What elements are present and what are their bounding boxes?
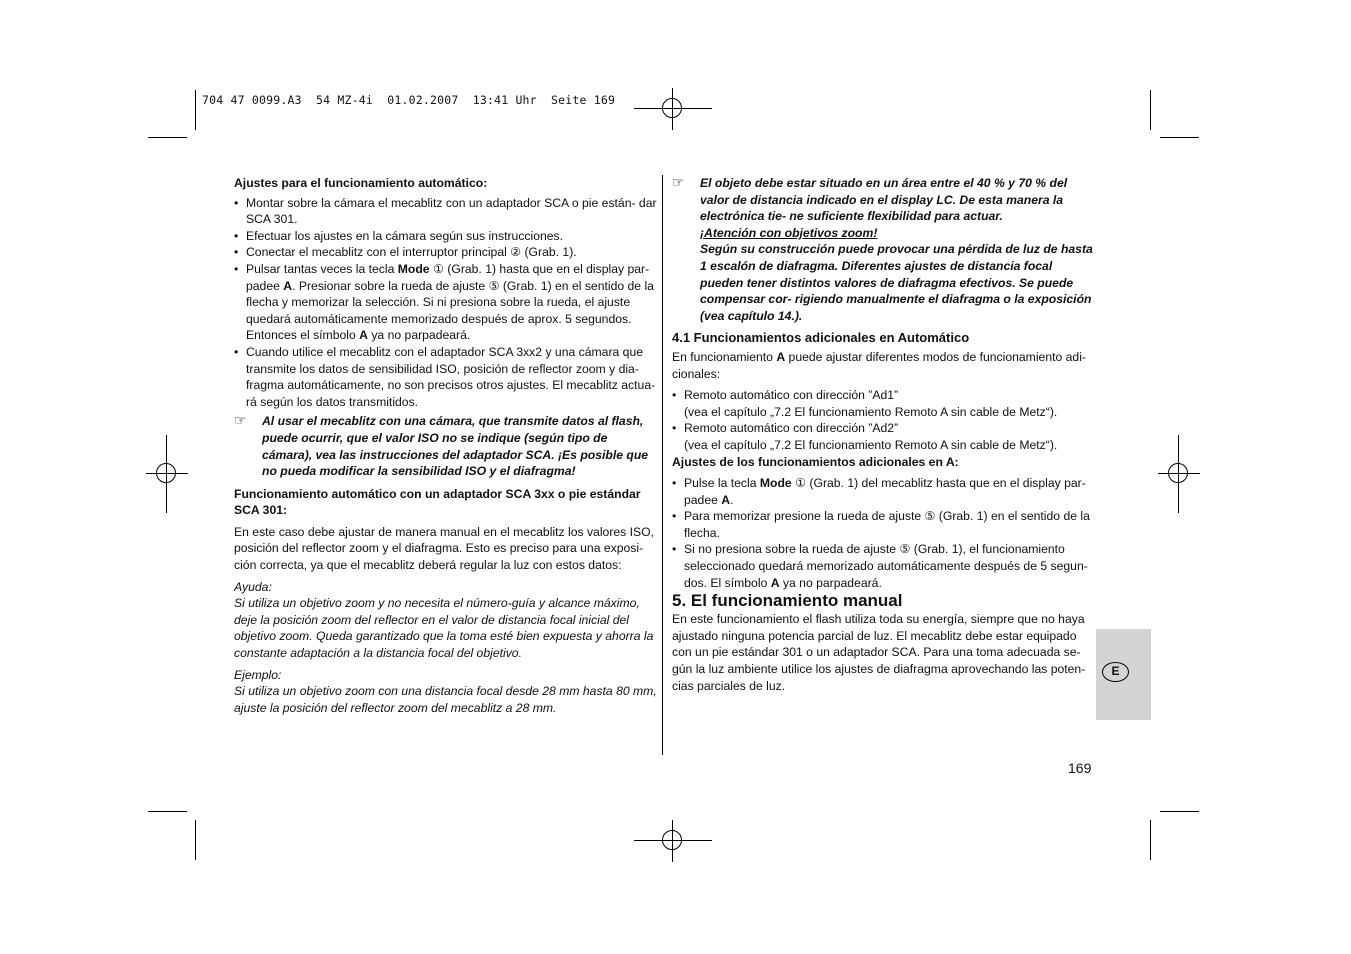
text-run: Pulse la tecla — [684, 476, 760, 491]
registration-circle — [662, 830, 682, 850]
text-run: Mode — [397, 261, 430, 276]
chapter-heading: 5. El funcionamiento manual — [672, 591, 903, 611]
text-run: En funcionamiento — [672, 349, 777, 364]
crop-mark — [195, 90, 196, 130]
pointing-hand-icon: ☞ — [234, 412, 247, 429]
text-run: ① (Grab. 1) hasta que en el display par- padee — [246, 261, 650, 293]
pointing-hand-icon: ☞ — [672, 174, 685, 190]
list-item: • Cuando utilice el mecablitz con el adaptador SCA 3xx2 y una cámara que transmite los datos de sensibilidad ISO, posición de reflector zoom y dia- fragma automáticamente, no son precisos otros ajustes. El mecablitz actua- rá según los datos transmitidos. — [234, 344, 658, 410]
page-number: 169 — [1068, 760, 1092, 776]
text-run: ya no parpadeará. — [367, 328, 471, 343]
note-text: Al usar el mecablitz con una cámara, que transmite datos al flash, puede ocurrir, que el valor ISO no se indique (según tipo de cámara), vea las instrucciones del adaptador SCA. ¡Es posible que no pueda modificar la sensibilidad ISO y el diafragma! — [262, 414, 649, 479]
note-warning: ¡Atención con objetivos zoom! — [700, 225, 878, 240]
paragraph: En este caso debe ajustar de manera manual en el mecablitz los valores ISO, posición del reflector zoom y el diafragma. Esto es preciso para una exposi- ción correcta, ya que el mecablitz deberá regular la luz con estos datos: — [234, 524, 655, 573]
text-run: Remoto automático con dirección ”Ad2” — [684, 421, 899, 436]
registration-circle — [156, 463, 176, 483]
text-run: (vea el capítulo „7.2 El funcionamiento Remoto A sin cable de Metz“). — [684, 404, 1058, 419]
list-item: • Conectar el mecablitz con el interruptor principal ② (Grab. 1). — [234, 244, 658, 261]
crop-mark — [148, 811, 187, 812]
right-column — [672, 175, 1096, 694]
list-item — [672, 387, 1096, 420]
crop-mark — [1150, 820, 1151, 860]
list-item — [672, 475, 1096, 508]
section-heading: 4.1 Funcionamientos adicionales en Automático — [672, 330, 970, 346]
note — [672, 175, 1096, 324]
text-run: Si no presiona sobre la rueda de ajuste ⑤ (Grab. 1), el funcionamiento seleccionado quedará memorizado automáticamente después de 5 segun- dos. El símbolo — [684, 542, 1088, 590]
help-label: Ayuda: — [234, 579, 272, 594]
text-run: A — [776, 349, 786, 364]
text-run: A — [721, 492, 731, 507]
text-run: ya no parpadeará. — [779, 575, 882, 590]
text-run: . — [730, 492, 734, 507]
section-heading: Ajustes para el funcionamiento automático: — [234, 176, 488, 190]
text-run: A — [283, 278, 293, 293]
crop-mark — [1160, 137, 1199, 138]
example-text: Si utiliza un objetivo zoom con una distancia focal desde 28 mm hasta 80 mm, ajuste la posición del reflector zoom del mecablitz a 28 mm. — [234, 684, 657, 715]
help-text: Si utiliza un objetivo zoom y no necesita el número-guía y alcance máximo, deje la posición zoom del reflector en el valor de distancia focal inicial del objetivo zoom. Queda garantizado que la toma esté bien expuesta y ahorra la constante adaptación a la distancia focal del objetivo. — [234, 596, 654, 661]
crop-mark — [1150, 90, 1151, 130]
text-run: (vea el capítulo „7.2 El funcionamiento Remoto A sin cable de Metz“). — [684, 437, 1058, 452]
text-run: Mode — [759, 476, 792, 491]
list-item: • Efectuar los ajustes en la cámara según sus instrucciones. — [234, 228, 658, 245]
registration-circle — [662, 98, 682, 118]
column-divider — [662, 175, 663, 755]
language-badge: E — [1102, 662, 1129, 682]
text-run: . Presionar sobre la rueda de ajuste ⑤ (Grab. 1) en el sentido de la flecha y memorizar la selección. Si ni presiona sobre la rueda, el ajuste quedará automáticamente memorizado después de aprox. 5 segundos. Entonces el símbolo — [246, 278, 654, 343]
text-run: A — [770, 575, 780, 590]
example-label: Ejemplo: — [234, 667, 282, 682]
text-run: Remoto automático con dirección ”Ad1” — [684, 388, 899, 403]
list-item: • Para memorizar presione la rueda de ajuste ⑤ (Grab. 1) en el sentido de la flecha. — [672, 508, 1096, 541]
paragraph — [672, 349, 1096, 382]
section-heading: Ajustes de los funcionamientos adicionales en A: — [672, 454, 959, 469]
section-heading: Funcionamiento automático con un adaptador SCA 3xx o pie estándar SCA 301: — [234, 486, 641, 518]
crop-mark — [148, 137, 187, 138]
list-item: • Montar sobre la cámara el mecablitz con un adaptador SCA o pie están- dar SCA 301. — [234, 195, 658, 228]
text-run: Pulsar tantas veces la tecla — [246, 261, 398, 276]
note-text: Según su construcción puede provocar una pérdida de luz de hasta 1 escalón de diafragma. Diferentes ajustes de distancia focal pueden tener distintos valores de diafragma efectivos. Se puede compensar cor- rigiendo manualmente el diafragma o la exposición (vea capítulo 14.). — [700, 242, 1093, 323]
text-run: A — [359, 328, 368, 343]
list-item — [672, 541, 1096, 591]
note-text: El objeto debe estar situado en un área entre el 40 % y 70 % del valor de distancia indicado en el display LC. De esta manera la electrónica tie- ne suficiente flexibilidad para actuar. — [700, 176, 1068, 224]
left-column — [234, 175, 658, 716]
text-run: puede ajustar diferentes modos de funcionamiento adi- cionales: — [672, 349, 1086, 381]
list-item — [672, 420, 1096, 453]
registration-circle — [1168, 463, 1188, 483]
text-run: ① (Grab. 1) del mecablitz hasta que en el display par- padee — [684, 476, 1086, 507]
note — [234, 413, 658, 479]
crop-mark — [195, 820, 196, 860]
crop-mark — [1160, 811, 1199, 812]
paragraph: En este funcionamiento el flash utiliza toda su energía, siempre que no haya ajustado ninguna potencia parcial de luz. El mecablitz debe estar equipado con un pie estándar 301 o un adaptador SCA. Para una toma adecuada se- gún la luz ambiente utilice los ajustes de diafragma aprovechando las poten- cias parciales de luz. — [672, 612, 1086, 693]
print-header: 704 47 0099.A3 54 MZ-4i 01.02.2007 13:41 Uhr Seite 169 — [202, 93, 616, 107]
list-item — [234, 261, 658, 344]
